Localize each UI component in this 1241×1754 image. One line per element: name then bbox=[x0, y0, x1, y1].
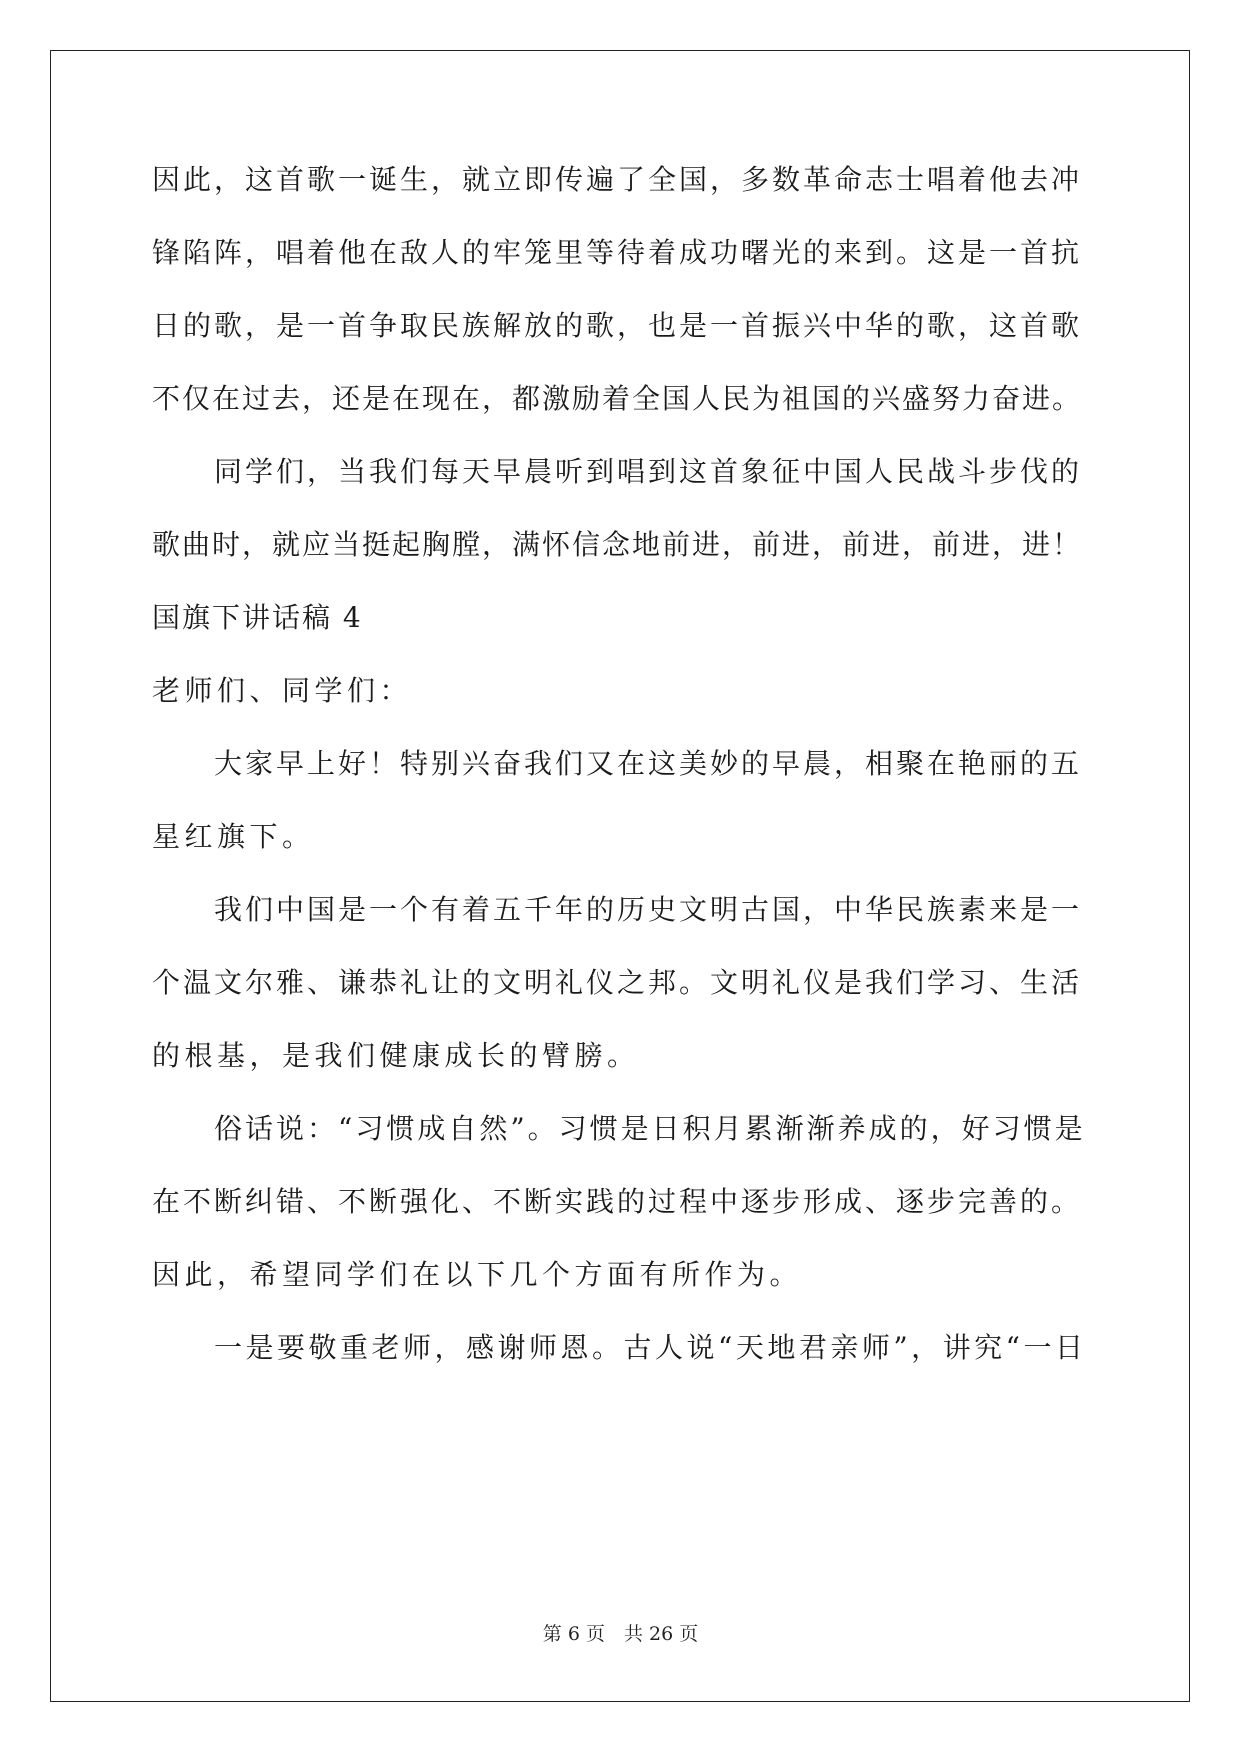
paragraph-start-line: 一是要敬重老师，感谢师恩。古人说“天地君亲师”，讲究“一日 bbox=[214, 1331, 1087, 1364]
text-line: 锋陷阵，唱着他在敌人的牢笼里等待着成功曙光的来到。这是一首抗 bbox=[152, 236, 1083, 269]
text-line: 因此，希望同学们在以下几个方面有所作为。 bbox=[152, 1258, 803, 1291]
page-number-footer: 第 6 页 共 26 页 bbox=[542, 1623, 699, 1645]
paragraph-start-line: 同学们，当我们每天早晨听到唱到这首象征中国人民战斗步伐的 bbox=[214, 455, 1083, 488]
text-line: 日的歌，是一首争取民族解放的歌，也是一首振兴中华的歌，这首歌 bbox=[152, 309, 1083, 342]
paragraph-start-line: 俗话说：“习惯成自然”。习惯是日积月累渐渐养成的，好习惯是 bbox=[214, 1112, 1086, 1145]
text-line: 不仅在过去，还是在现在，都激励着全国人民为祖国的兴盛努力奋进。 bbox=[152, 382, 1083, 415]
text-line: 星红旗下。 bbox=[152, 820, 315, 853]
text-line: 个温文尔雅、谦恭礼让的文明礼仪之邦。文明礼仪是我们学习、生活 bbox=[152, 966, 1083, 999]
salutation-line: 老师们、同学们： bbox=[152, 674, 413, 707]
text-line: 因此，这首歌一诞生，就立即传遍了全国，多数革命志士唱着他去冲 bbox=[152, 163, 1083, 196]
paragraph-start-line: 大家早上好！特别兴奋我们又在这美妙的早晨，相聚在艳丽的五 bbox=[214, 747, 1083, 780]
text-line: 歌曲时，就应当挺起胸膛，满怀信念地前进，前进，前进，前进，进！ bbox=[152, 528, 1083, 561]
page-border bbox=[50, 50, 1190, 1702]
paragraph-start-line: 我们中国是一个有着五千年的历史文明古国，中华民族素来是一 bbox=[214, 893, 1083, 926]
text-line: 的根基，是我们健康成长的臂膀。 bbox=[152, 1039, 640, 1072]
section-heading: 国旗下讲话稿 4 bbox=[152, 601, 363, 634]
text-line: 在不断纠错、不断强化、不断实践的过程中逐步形成、逐步完善的。 bbox=[152, 1185, 1083, 1218]
